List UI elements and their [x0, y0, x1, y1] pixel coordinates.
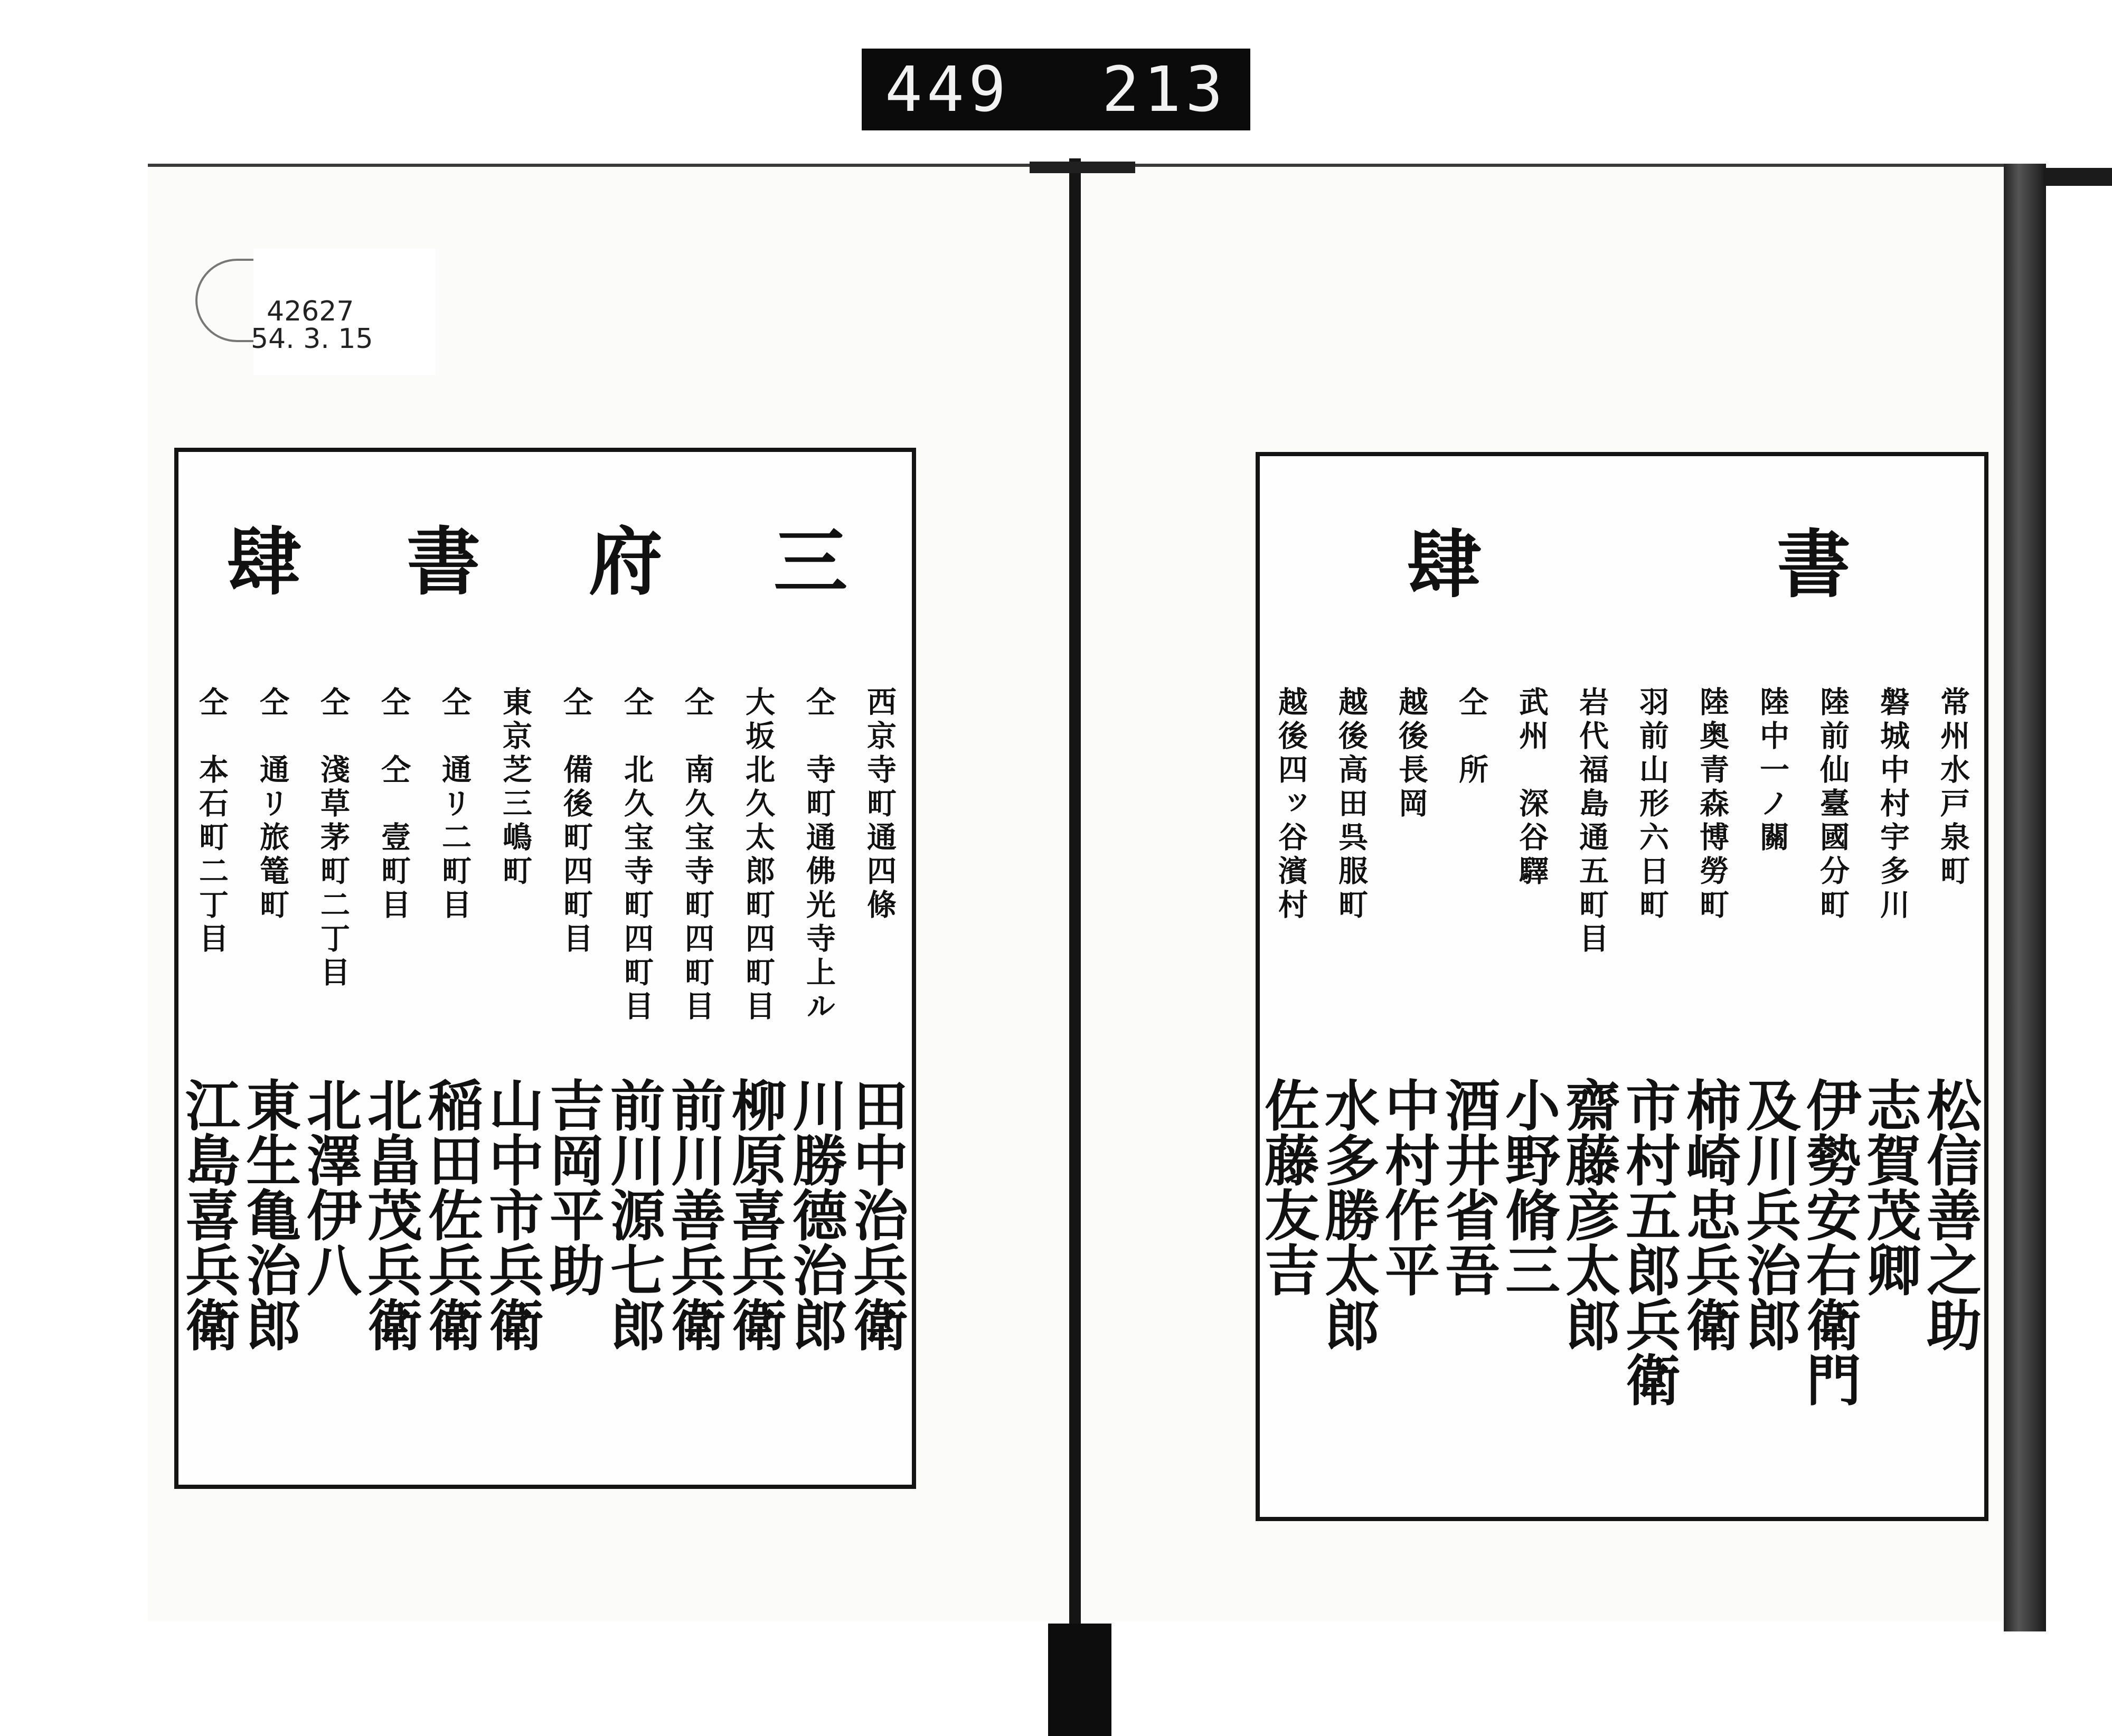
call-number-right: 213: [1101, 53, 1227, 126]
heading-char: 書: [1777, 522, 1851, 608]
address-column: 陸中一ノ關: [1755, 686, 1790, 855]
accession-date: 54. 3. 15: [251, 323, 373, 355]
name-column: 川勝德治郎: [783, 1077, 848, 1352]
name-column: 及川兵治郎: [1737, 1077, 1802, 1352]
heading-char: 府: [589, 519, 663, 606]
page-edge-top: [2043, 168, 2112, 186]
name-column: 小野脩三: [1496, 1077, 1561, 1297]
accession-number: 42627: [267, 296, 354, 327]
book-spine: [1069, 158, 1081, 1637]
address-column: 岩代福島通五町目: [1574, 686, 1609, 957]
page-edge: [2004, 164, 2046, 1631]
name-column: 佐藤友吉: [1255, 1077, 1320, 1297]
address-column: 仝 本石町二丁目: [194, 686, 229, 957]
heading-char: 肆: [227, 519, 301, 606]
name-column: 前川源七郎: [601, 1077, 666, 1352]
name-column: 吉岡平助: [540, 1077, 605, 1297]
address-column: 仝 寺町通佛光寺上ル: [802, 686, 836, 1024]
address-column: 武州 深谷驛: [1514, 686, 1549, 889]
name-column: 稲田佐兵衛: [419, 1077, 484, 1352]
name-column: 酒井省吾: [1436, 1077, 1501, 1297]
name-column: 志賀茂卿: [1857, 1077, 1922, 1297]
address-column: 越後四ッ谷濱村: [1274, 686, 1308, 923]
address-column: 仝 通リ二町目: [437, 686, 472, 923]
address-column: 仝 南久宝寺町四町目: [680, 686, 715, 1024]
address-column: 仝 通リ旅篭町: [255, 686, 290, 923]
address-column: 西京寺町通四條: [862, 686, 897, 923]
address-column: 仝 備後町四町目: [559, 686, 593, 957]
address-column: 大坂北久太郎町四町目: [741, 686, 776, 1024]
address-column: 東京芝三嶋町: [498, 686, 533, 889]
name-column: 東生亀治郎: [237, 1077, 301, 1352]
name-column: 齋藤彦太郎: [1556, 1077, 1621, 1352]
address-column: 仝 仝 壹町目: [376, 686, 411, 923]
name-column: 前川善兵衛: [662, 1077, 727, 1352]
name-column: 水多勝太郎: [1315, 1077, 1380, 1352]
name-column: 柳原喜兵衛: [722, 1077, 787, 1352]
address-column: 陸奥青森博勞町: [1695, 686, 1730, 923]
spine-tab: [1048, 1624, 1111, 1736]
heading-char: 書: [407, 519, 481, 606]
name-column: 市村五郎兵衛: [1616, 1077, 1681, 1407]
address-column: 羽前山形六日町: [1635, 686, 1670, 923]
call-number-left: 449: [885, 53, 1011, 126]
heading-char: 三: [774, 519, 848, 606]
address-column: 仝 淺草茅町二丁目: [316, 686, 351, 990]
name-column: 北畠茂兵衛: [358, 1077, 423, 1352]
name-column: 柿崎忠兵衛: [1676, 1077, 1741, 1352]
address-column: 常州水戸泉町: [1936, 686, 1970, 889]
call-number-label: [862, 49, 1250, 130]
address-column: 越後高田呉服町: [1334, 686, 1369, 923]
heading-char: 肆: [1407, 522, 1482, 608]
address-column: 陸前仙臺國分町: [1815, 686, 1850, 923]
address-column: 仝 所: [1454, 686, 1489, 788]
address-column: 仝 北久宝寺町四町目: [619, 686, 654, 1024]
name-column: 山中市兵衛: [479, 1077, 544, 1352]
name-column: 北澤伊八: [297, 1077, 362, 1297]
name-column: 江島喜兵衛: [176, 1077, 241, 1352]
name-column: 伊勢安右衛門: [1797, 1077, 1862, 1407]
name-column: 中村作平: [1375, 1077, 1440, 1297]
name-column: 田中治兵衛: [844, 1077, 909, 1352]
address-column: 磐城中村宇多川: [1875, 686, 1910, 923]
spine-clip: [1030, 162, 1135, 173]
address-column: 越後長岡: [1394, 686, 1429, 822]
name-column: 松信善之助: [1917, 1077, 1982, 1352]
